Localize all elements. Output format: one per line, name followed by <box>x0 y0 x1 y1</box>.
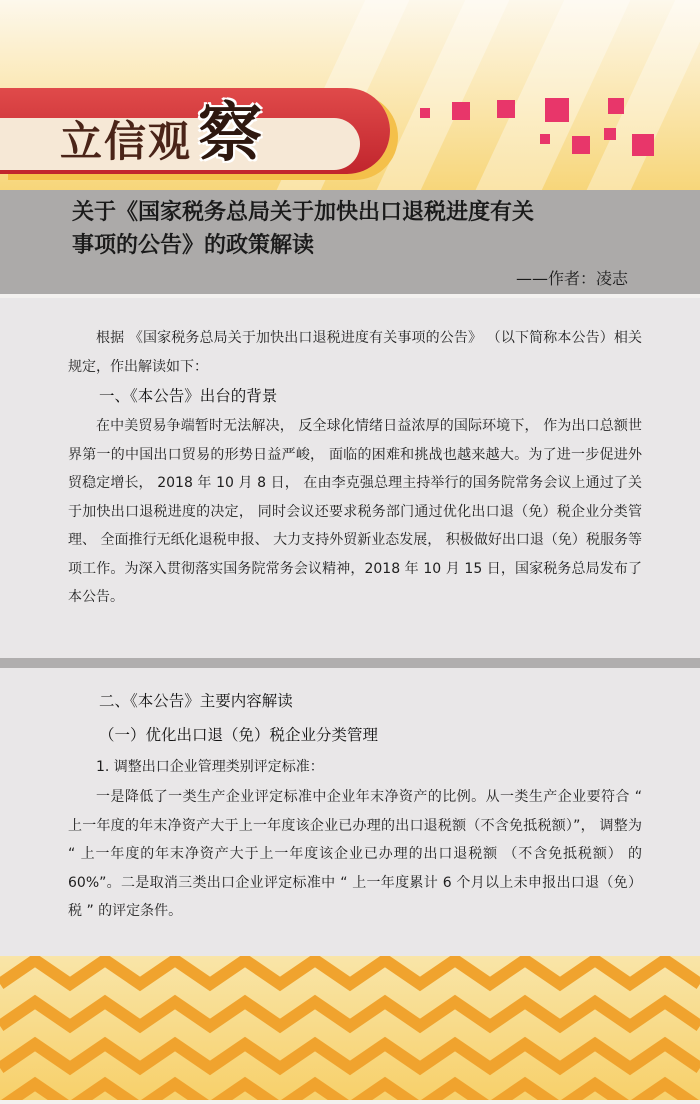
bottom-banner <box>0 956 700 1100</box>
section-2-subheading: （一）优化出口退（免）税企业分类管理 <box>99 726 379 744</box>
decor-square <box>420 108 430 118</box>
decor-square <box>545 98 569 122</box>
article-title-line1: 关于《国家税务总局关于加快出口退税进度有关 <box>72 200 535 225</box>
decor-square <box>608 98 624 114</box>
column-logo-emphasis: 察 <box>198 96 265 171</box>
decor-square <box>452 102 470 120</box>
decor-square <box>604 128 616 140</box>
section-1-heading: 一、《本公告》出台的背景 <box>99 387 278 405</box>
zigzag-pattern <box>0 956 700 1100</box>
section-2-body: 一是降低了一类生产企业评定标准中企业年末净资产的比例。从一类生产企业要符合 “ 上一年度的年末净资产大于上一年度该企业已办理的出口退税额（不含免抵税额）”， 调整为 “ 上一年度的年末净资产大于上一年度该企业已办理的出口退税额 （不含免抵税额） 的 60%”。二是取消三类出口企业评定标准中 “ 上一年度累计 6 个月以上未申报出口退（免）税 ” 的评定条件。 <box>68 789 642 919</box>
decor-square <box>497 100 515 118</box>
section-2-heading: 二、《本公告》主要内容解读 <box>99 692 293 710</box>
column-logo <box>60 92 264 172</box>
intro-paragraph: 根据 《国家税务总局关于加快出口退税进度有关事项的公告》 （以下简称本公告）相关规定，作出解读如下： <box>68 330 642 375</box>
section-2-item: 1. 调整出口企业管理类别评定标准： <box>96 759 324 775</box>
column-logo-text: 立信观 <box>60 117 193 166</box>
decor-square <box>632 134 654 156</box>
decor-square <box>540 134 550 144</box>
article-title <box>72 196 662 262</box>
article-title-line2: 事项的公告》的政策解读 <box>72 233 315 258</box>
section-divider <box>0 658 700 668</box>
section-2 <box>68 686 642 926</box>
article-author: ——作者：凌志 <box>515 269 628 288</box>
decor-square <box>572 136 590 154</box>
section-1-body: 在中美贸易争端暂时无法解决， 反全球化情绪日益浓厚的国际环境下， 作为出口总额世界第一的中国出口贸易的形势日益严峻， 面临的困难和挑战也越来越大。为了进一步促进外贸稳定增长， 2018 年 10 月 8 日， 在由李克强总理主持举行的国务院常务会议上通过了关于加快出口退税进度的决定， 同时会议还要求税务部门通过优化出口退（免）税企业分类管理、 全面推行无纸化退税申报、 大力支持外贸新业态发展， 积极做好出口退（免）税服务等项工作。为深入贯彻落实国务院常务会议精神，2018 年 10 月 15 日，国家税务总局发布了本公告。 <box>68 418 642 605</box>
section-1 <box>68 324 642 612</box>
